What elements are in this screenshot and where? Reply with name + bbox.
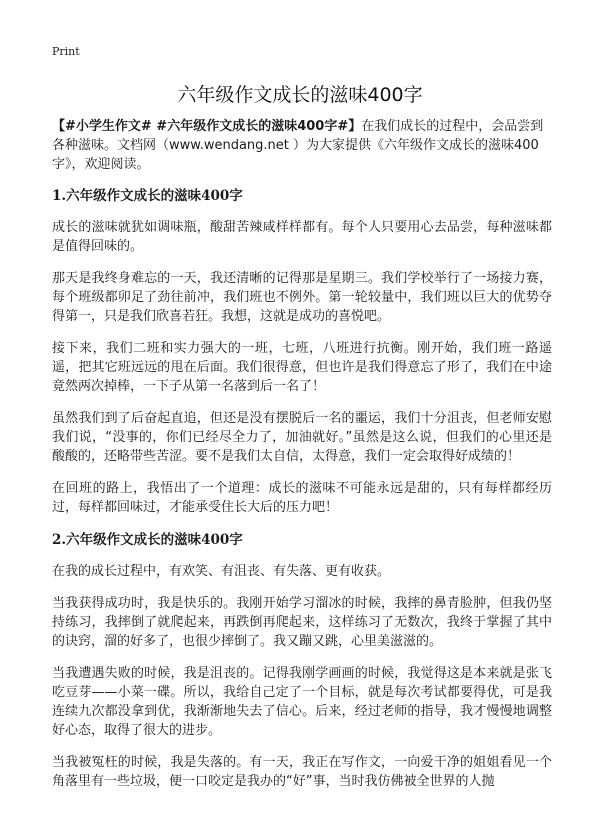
article-body xyxy=(52,117,552,804)
paragraph: 当我被冤枉的时候，我是失落的。有一天，我正在写作文，一向爱干净的姐姐看见一个角落里有一些垃圾，便一口咬定是我办的“好”事，当时我仿佛被全世界的人抛 xyxy=(52,755,552,789)
page-title: 六年级作文成长的滋味400字 xyxy=(177,84,423,106)
intro-paragraph xyxy=(52,117,552,174)
section-heading-2: 2.六年级作文成长的滋味400字 xyxy=(52,532,243,548)
section-heading-1: 1.六年级作文成长的滋味400字 xyxy=(52,188,243,204)
intro-text: 在我们成长的过程中，会品尝到各种滋味。文档网（www.wendang.net ）为大家提供《六年级作文成长的滋味400字》，欢迎阅读。 xyxy=(52,119,544,172)
paragraph: 那天是我终身难忘的一天，我还清晰的记得那是星期三。我们学校举行了一场接力赛，每个班级都卯足了劲往前冲，我们班也不例外。第一轮较量中，我们班以巨大的优势夺得第一，只是我们欣喜若狂。我想，这就是成功的喜悦吧。 xyxy=(52,271,552,324)
paragraph: 当我遭遇失败的时候，我是沮丧的。记得我刚学画画的时候，我觉得这是本来就是张飞吃豆芽——小菜一碟。所以，我给自己定了一个目标，就是每次考试都要得优，可是我连续九次都没拿到优，我渐渐地失去了信心。后来，经过老师的指导，我才慢慢地调整好心态，取得了很大的进步。 xyxy=(52,666,552,738)
intro-tag: 【#小学生作文# #六年级作文成长的滋味400字#】 xyxy=(52,119,362,134)
print-label: Print xyxy=(52,45,80,58)
paragraph: 成长的滋味就犹如调味瓶，酸甜苦辣咸样样都有。每个人只要用心去品尝，每种滋味都是值得回味的。 xyxy=(52,220,552,254)
paragraph: 当我获得成功时，我是快乐的。我刚开始学习溜冰的时候，我摔的鼻青脸肿，但我仍坚持练习，我摔倒了就爬起来，再跌倒再爬起来，这样练习了无数次，我终于掌握了其中的诀窍，溜的好多了，也很少摔倒了。我又蹦又跳，心里美滋滋的。 xyxy=(52,596,552,649)
paragraph: 在我的成长过程中，有欢笑、有沮丧、有失落、更有收获。 xyxy=(52,564,391,579)
paragraph: 接下来，我们二班和实力强大的一班，七班，八班进行抗衡。刚开始，我们班一路遥遥，把其它班远远的甩在后面。我们很得意，但也许是我们得意忘了形了，我们在中途竟然两次掉棒，一下子从第一名落到后一名了！ xyxy=(52,341,552,394)
paragraph: 在回班的路上，我悟出了一个道理：成长的滋味不可能永远是甜的，只有每样都经历过，每样都回味过，才能承受住长大后的压力吧！ xyxy=(52,481,552,515)
paragraph: 虽然我们到了后奋起直追，但还是没有摆脱后一名的噩运，我们十分沮丧，但老师安慰我们说，“没事的，你们已经尽全力了，加油就好。”虽然是这么说，但我们的心里还是酸酸的，还略带些苦涩。要不是我们太自信，太得意，我们一定会取得好成绩的！ xyxy=(52,411,552,464)
